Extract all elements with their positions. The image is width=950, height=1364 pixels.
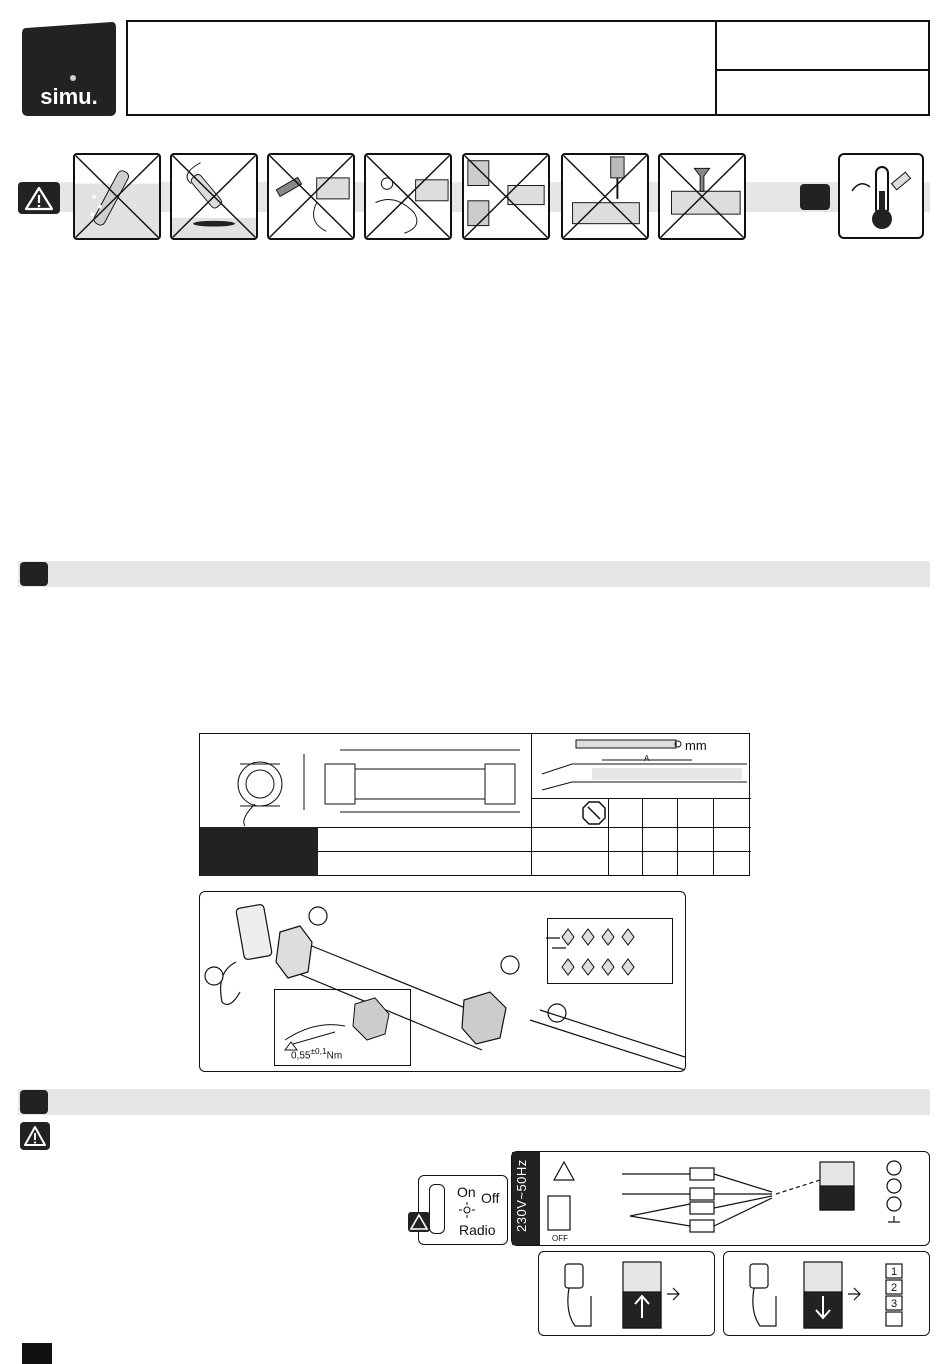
no-drop-pictogram	[170, 153, 258, 240]
voltage-label: 230V~50Hz	[514, 1159, 529, 1232]
no-screw-icon	[660, 155, 744, 238]
off-label: Off	[481, 1190, 500, 1206]
torque-value: 0,55	[291, 1050, 311, 1062]
warning-triangle-icon	[18, 182, 60, 214]
wiring-schematic	[540, 1152, 930, 1245]
warning-triangle-icon	[20, 1122, 50, 1150]
no-drill-pictogram	[561, 153, 649, 240]
section-badge-1	[20, 562, 48, 586]
no-crush-icon	[464, 155, 548, 238]
wire-2-label: 2	[890, 1282, 898, 1294]
torque-inset	[274, 989, 411, 1066]
radio-label: Radio	[459, 1222, 496, 1238]
unit-label: mm	[685, 738, 707, 753]
warning-triangle-icon	[408, 1212, 430, 1232]
no-entry-icon	[582, 801, 606, 825]
down-operation-panel	[723, 1251, 930, 1336]
installation-diagram	[199, 891, 686, 1072]
torque-spec	[291, 1046, 342, 1061]
title-block	[126, 20, 930, 116]
no-water-icon	[75, 155, 159, 238]
no-immersion-pictogram	[73, 153, 161, 240]
temperature-pictogram	[838, 153, 924, 239]
sun-icon	[459, 1202, 475, 1218]
voltage-badge	[512, 1152, 540, 1245]
electrical-warning-badge	[20, 1122, 50, 1150]
no-crush-pictogram	[462, 153, 550, 240]
no-hammer-icon	[269, 155, 353, 238]
wire-3-label: 3	[890, 1298, 898, 1310]
panel-warning-badge	[408, 1212, 430, 1232]
motor-drawing	[200, 734, 530, 826]
tube-drawing	[532, 734, 750, 797]
led-strip	[429, 1184, 445, 1234]
torque-unit: Nm	[326, 1050, 343, 1062]
on-label: On	[457, 1184, 476, 1200]
simu-logo	[20, 20, 118, 118]
torque-tolerance: ±0,1	[310, 1046, 327, 1056]
page-corner-mark	[22, 1343, 52, 1364]
no-cut-icon	[366, 155, 450, 238]
thermometer-icon	[840, 155, 926, 241]
no-drill-icon	[563, 155, 647, 238]
no-cut-cable-pictogram	[364, 153, 452, 240]
breaker-off-label: OFF	[552, 1234, 568, 1243]
no-screw-pictogram	[658, 153, 746, 240]
spec-dark-cell	[200, 827, 318, 876]
logo-text: simu.	[40, 84, 98, 109]
section-number-badge	[800, 184, 830, 210]
spec-table	[199, 733, 750, 876]
warning-badge	[18, 182, 60, 214]
section-badge-2	[20, 1090, 48, 1114]
wire-1-label: 1	[890, 1266, 898, 1278]
up-operation-panel	[538, 1251, 715, 1336]
no-hammer-pictogram	[267, 153, 355, 240]
section-bar-1	[18, 561, 930, 587]
motor-status-panel	[418, 1175, 508, 1245]
no-drop-icon	[172, 155, 256, 238]
screws-inset	[547, 918, 673, 984]
dimension-a-label: A	[644, 754, 650, 763]
wiring-diagram	[511, 1151, 930, 1246]
section-bar-2	[18, 1089, 930, 1115]
